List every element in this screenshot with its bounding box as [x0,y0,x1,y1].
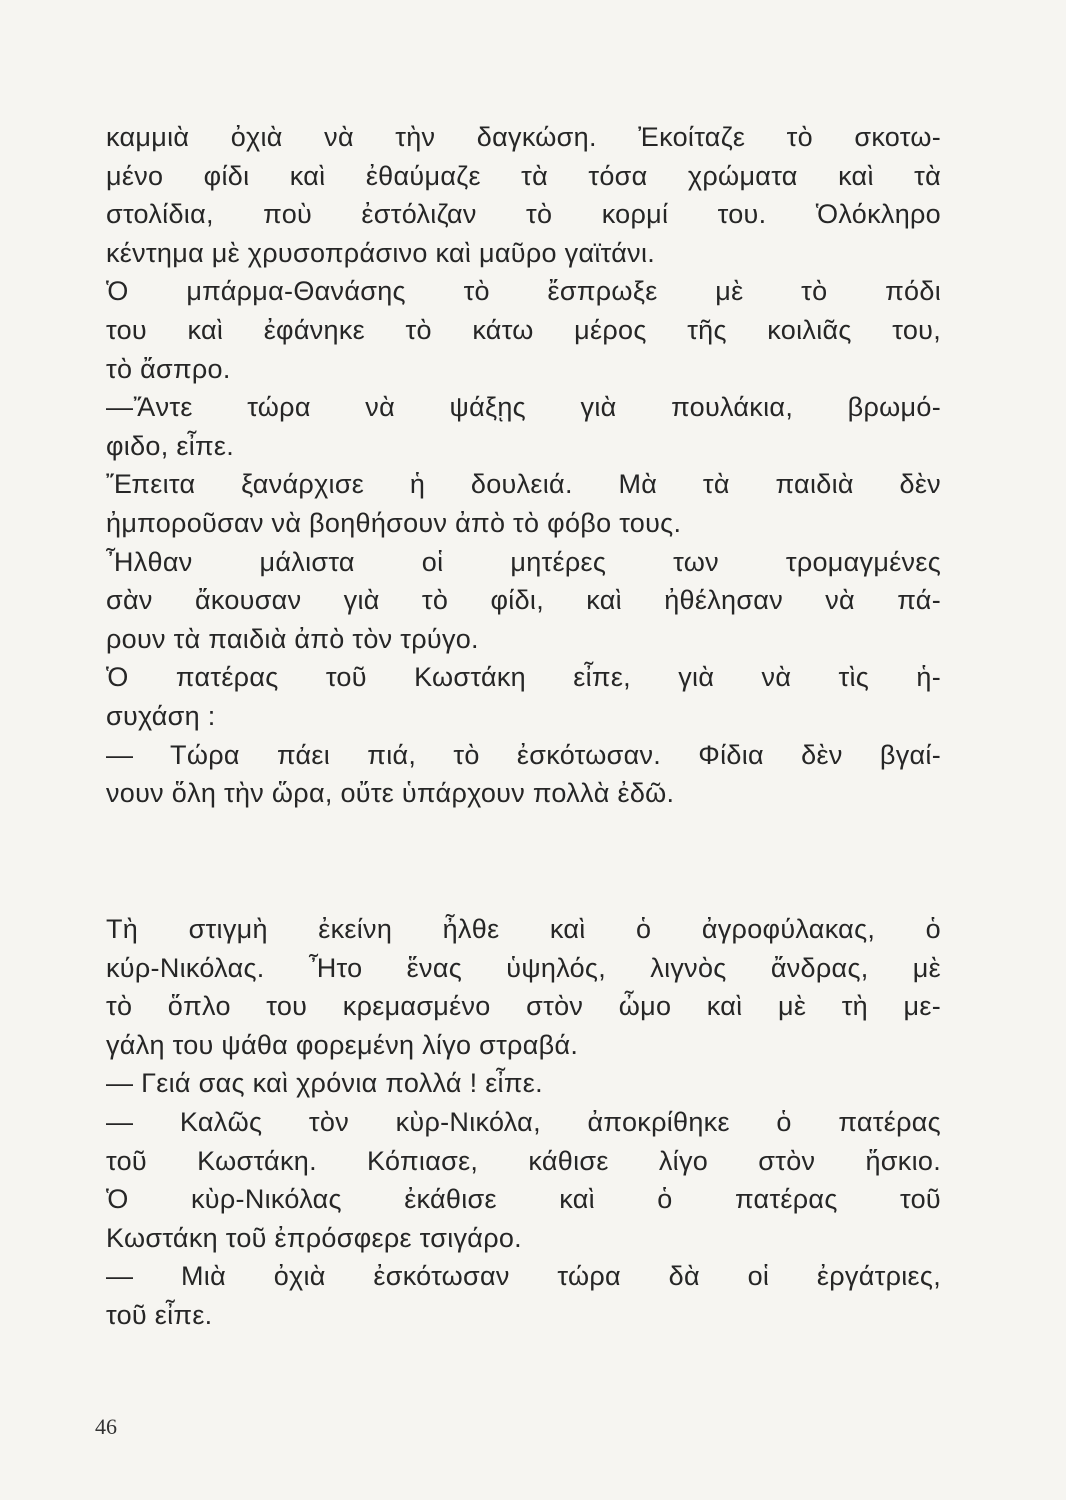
text-line: Ὁ μπάρμα-Θανάσης τὸ ἔσπρωξε μὲ τὸ πόδι [106,276,941,307]
text-line: τοῦ Κωστάκη. Κόπιασε, κάθισε λίγο στὸν ἥσκιο. [106,1145,941,1176]
text-line: φιδο, εἶπε. [106,430,235,461]
text-block-bottom [106,910,941,1335]
page-number: 46 [95,1414,117,1439]
text-line: ρουν τὰ παιδιὰ ἀπὸ τὸν τρύγο. [106,623,479,654]
text-line: Ἦλθαν μάλιστα οἱ μητέρες των τρομαγμένες [106,546,941,577]
text-line: Ὁ πατέρας τοῦ Κωστάκη εἶπε, γιὰ νὰ τὶς ἡ- [106,662,941,693]
text-line: συχάση : [106,700,216,731]
text-line: Ἔπειτα ξανάρχισε ἡ δουλειά. Μὰ τὰ παιδιὰ δὲν [106,469,941,500]
text-line: τοῦ εἶπε. [106,1299,213,1330]
text-line: — Τώρα πάει πιά, τὸ ἐσκότωσαν. Φίδια δὲν βγαί- [106,739,941,770]
text-line: — Γειά σας καὶ χρόνια πολλά ! εἶπε. [106,1068,543,1099]
text-line: κέντημα μὲ χρυσοπράσινο καὶ μαῦρο γαϊτάνι. [106,237,656,268]
text-line: Κωστάκη τοῦ ἐπρόσφερε τσιγάρο. [106,1222,522,1253]
text-line: τὸ ὅπλο του κρεμασμένο στὸν ὦμο καὶ μὲ τὴ με- [106,991,941,1022]
text-line: Τὴ στιγμὴ ἐκείνη ἦλθε καὶ ὁ ἀγροφύλακας, ὁ [106,914,941,944]
text-line: γάλη του ψάθα φορεμένη λίγο στραβά. [106,1029,579,1060]
text-line: — Μιὰ ὀχιὰ ἐσκότωσαν τώρα δὰ οἱ ἐργάτριες, [106,1261,941,1292]
text-line: ἠμποροῦσαν νὰ βοηθήσουν ἀπὸ τὸ φόβο τους. [106,507,682,538]
text-line: κύρ-Νικόλας. Ἦτο ἕνας ὑψηλός, λιγνὸς ἄνδρας, μὲ [106,952,941,983]
text-line: μένο φίδι καὶ ἐθαύμαζε τὰ τόσα χρώματα καὶ τὰ [106,160,941,191]
text-line: — Καλῶς τὸν κὺρ-Νικόλα, ἀποκρίθηκε ὁ πατέρας [106,1106,941,1137]
text-line: νουν ὅλη τὴν ὥρα, οὔτε ὑπάρχουν πολλὰ ἐδῶ. [106,778,675,809]
text-line: σὰν ἄκουσαν γιὰ τὸ φίδι, καὶ ἠθέλησαν νὰ πά- [106,585,941,616]
text-line: καμμιὰ ὀχιὰ νὰ τὴν δαγκώση. Ἐκοίταζε τὸ σκοτω- [106,122,941,152]
text-line: —Ἄντε τώρα νὰ ψάξῃς γιὰ πουλάκια, βρωμό- [106,392,941,423]
text-line: Ὁ κὺρ-Νικόλας ἐκάθισε καὶ ὁ πατέρας τοῦ [106,1184,941,1215]
text-block-top [106,118,941,813]
text-line: στολίδια, ποὺ ἐστόλιζαν τὸ κορμί του. Ὁλόκληρο [106,199,941,230]
text-line: τὸ ἄσπρο. [106,353,231,384]
text-line: του καὶ ἐφάνηκε τὸ κάτω μέρος τῆς κοιλιᾶς του, [106,314,941,345]
